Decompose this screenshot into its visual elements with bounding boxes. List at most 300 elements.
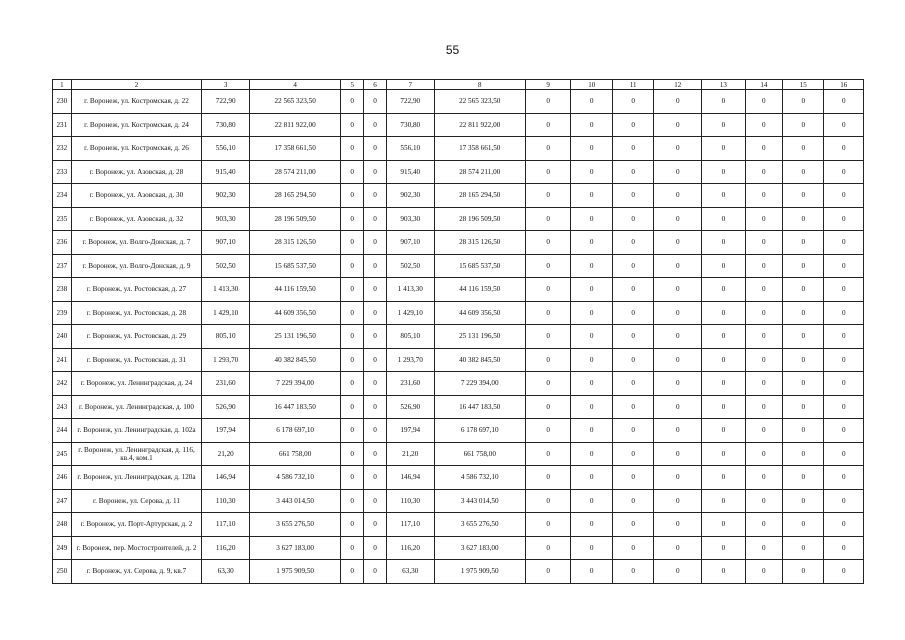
- row-number-cell: 237: [53, 254, 72, 278]
- value-cell: 0: [783, 184, 824, 208]
- column-number-cell: 16: [824, 80, 864, 90]
- value-cell: 0: [824, 419, 864, 443]
- value-cell: 0: [571, 395, 612, 419]
- value-cell: 0: [341, 372, 364, 396]
- value-cell: 0: [571, 207, 612, 231]
- value-cell: 44 116 159,50: [250, 278, 341, 302]
- value-cell: 0: [341, 90, 364, 114]
- row-number-cell: 247: [53, 489, 72, 513]
- value-cell: 22 565 323,50: [434, 90, 525, 114]
- value-cell: 0: [364, 184, 387, 208]
- value-cell: 0: [783, 395, 824, 419]
- value-cell: 0: [745, 137, 782, 161]
- row-number-cell: 241: [53, 348, 72, 372]
- value-cell: 0: [571, 90, 612, 114]
- value-cell: 0: [612, 113, 653, 137]
- value-cell: 16 447 183,50: [434, 395, 525, 419]
- value-cell: 907,10: [386, 231, 434, 255]
- value-cell: 0: [341, 301, 364, 325]
- value-cell: 1 429,10: [202, 301, 250, 325]
- value-cell: 0: [824, 489, 864, 513]
- address-cell: г. Воронеж, ул. Серова, д. 11: [71, 489, 202, 513]
- table-row: [53, 325, 864, 349]
- value-cell: 903,30: [386, 207, 434, 231]
- value-cell: 0: [341, 442, 364, 466]
- column-number-cell: 6: [364, 80, 387, 90]
- value-cell: 0: [364, 442, 387, 466]
- row-number-cell: 232: [53, 137, 72, 161]
- table-row: [53, 113, 864, 137]
- row-number-cell: 236: [53, 231, 72, 255]
- value-cell: 0: [571, 466, 612, 490]
- table-row: [53, 207, 864, 231]
- value-cell: 915,40: [202, 160, 250, 184]
- value-cell: 0: [745, 254, 782, 278]
- table-row: [53, 372, 864, 396]
- value-cell: 0: [702, 278, 746, 302]
- value-cell: 902,30: [386, 184, 434, 208]
- value-cell: 1 975 909,50: [434, 560, 525, 584]
- value-cell: 0: [745, 372, 782, 396]
- value-cell: 0: [702, 489, 746, 513]
- value-cell: 0: [341, 348, 364, 372]
- value-cell: 0: [364, 160, 387, 184]
- value-cell: 0: [571, 231, 612, 255]
- value-cell: 0: [702, 395, 746, 419]
- table-row: [53, 560, 864, 584]
- value-cell: 0: [783, 372, 824, 396]
- row-number-cell: 243: [53, 395, 72, 419]
- value-cell: 0: [783, 348, 824, 372]
- value-cell: 0: [745, 113, 782, 137]
- value-cell: 0: [745, 419, 782, 443]
- row-number-cell: 239: [53, 301, 72, 325]
- value-cell: 0: [341, 536, 364, 560]
- value-cell: 28 165 294,50: [250, 184, 341, 208]
- column-number-cell: 15: [783, 80, 824, 90]
- address-cell: г. Воронеж, ул. Ленинградская, д. 100: [71, 395, 202, 419]
- value-cell: 0: [364, 560, 387, 584]
- value-cell: 0: [702, 513, 746, 537]
- row-number-cell: 244: [53, 419, 72, 443]
- value-cell: 28 574 211,00: [250, 160, 341, 184]
- address-cell: г. Воронеж, ул. Волго-Донская, д. 9: [71, 254, 202, 278]
- value-cell: 0: [341, 419, 364, 443]
- value-cell: 0: [612, 419, 653, 443]
- value-cell: 0: [783, 301, 824, 325]
- value-cell: 0: [745, 442, 782, 466]
- value-cell: 0: [702, 137, 746, 161]
- address-cell: г. Воронеж, ул. Ростовская, д. 29: [71, 325, 202, 349]
- value-cell: 0: [654, 207, 702, 231]
- value-cell: 0: [824, 560, 864, 584]
- value-cell: 0: [364, 301, 387, 325]
- value-cell: 0: [341, 113, 364, 137]
- value-cell: 0: [745, 536, 782, 560]
- value-cell: 28 315 126,50: [434, 231, 525, 255]
- value-cell: 0: [702, 254, 746, 278]
- value-cell: 0: [612, 348, 653, 372]
- column-number-cell: 3: [202, 80, 250, 90]
- value-cell: 4 586 732,10: [434, 466, 525, 490]
- column-number-cell: 11: [612, 80, 653, 90]
- value-cell: 0: [612, 560, 653, 584]
- value-cell: 0: [364, 419, 387, 443]
- value-cell: 0: [525, 137, 571, 161]
- value-cell: 0: [654, 231, 702, 255]
- value-cell: 556,10: [386, 137, 434, 161]
- row-number-cell: 240: [53, 325, 72, 349]
- value-cell: 0: [525, 90, 571, 114]
- value-cell: 0: [571, 160, 612, 184]
- value-cell: 0: [824, 137, 864, 161]
- table-row: [53, 536, 864, 560]
- row-number-cell: 234: [53, 184, 72, 208]
- value-cell: 110,30: [386, 489, 434, 513]
- value-cell: 0: [364, 254, 387, 278]
- value-cell: 6 178 697,10: [250, 419, 341, 443]
- table-row: [53, 278, 864, 302]
- value-cell: 1 429,10: [386, 301, 434, 325]
- value-cell: 0: [824, 184, 864, 208]
- value-cell: 0: [571, 278, 612, 302]
- value-cell: 0: [571, 184, 612, 208]
- value-cell: 40 382 845,50: [250, 348, 341, 372]
- column-number-cell: 1: [53, 80, 72, 90]
- value-cell: 3 655 276,50: [434, 513, 525, 537]
- value-cell: 0: [525, 254, 571, 278]
- value-cell: 0: [654, 113, 702, 137]
- table-row: [53, 348, 864, 372]
- value-cell: 0: [783, 466, 824, 490]
- value-cell: 0: [745, 184, 782, 208]
- address-cell: г. Воронеж, ул. Костромская, д. 22: [71, 90, 202, 114]
- value-cell: 0: [654, 160, 702, 184]
- value-cell: 903,30: [202, 207, 250, 231]
- value-cell: 0: [824, 466, 864, 490]
- value-cell: 902,30: [202, 184, 250, 208]
- value-cell: 1 975 909,50: [250, 560, 341, 584]
- value-cell: 15 685 537,50: [434, 254, 525, 278]
- value-cell: 0: [525, 560, 571, 584]
- value-cell: 110,30: [202, 489, 250, 513]
- value-cell: 0: [654, 372, 702, 396]
- table-row: [53, 395, 864, 419]
- value-cell: 0: [364, 536, 387, 560]
- value-cell: 116,20: [386, 536, 434, 560]
- column-number-cell: 8: [434, 80, 525, 90]
- value-cell: 22 811 922,00: [250, 113, 341, 137]
- value-cell: 0: [702, 113, 746, 137]
- value-cell: 0: [525, 301, 571, 325]
- row-number-cell: 230: [53, 90, 72, 114]
- value-cell: 0: [364, 513, 387, 537]
- housing-register-table: [52, 79, 864, 584]
- value-cell: 0: [525, 489, 571, 513]
- value-cell: 0: [654, 466, 702, 490]
- value-cell: 0: [525, 113, 571, 137]
- address-cell: г. Воронеж, ул. Ленинградская, д. 102а: [71, 419, 202, 443]
- value-cell: 0: [341, 560, 364, 584]
- value-cell: 117,10: [202, 513, 250, 537]
- value-cell: 21,20: [202, 442, 250, 466]
- value-cell: 0: [341, 278, 364, 302]
- value-cell: 0: [702, 207, 746, 231]
- value-cell: 0: [824, 325, 864, 349]
- value-cell: 0: [525, 466, 571, 490]
- value-cell: 0: [783, 254, 824, 278]
- value-cell: 0: [654, 419, 702, 443]
- value-cell: 0: [341, 231, 364, 255]
- value-cell: 0: [745, 489, 782, 513]
- value-cell: 0: [341, 325, 364, 349]
- value-cell: 25 131 196,50: [250, 325, 341, 349]
- value-cell: 0: [571, 372, 612, 396]
- value-cell: 722,90: [202, 90, 250, 114]
- value-cell: 1 413,30: [386, 278, 434, 302]
- value-cell: 0: [525, 419, 571, 443]
- value-cell: 0: [525, 513, 571, 537]
- value-cell: 0: [745, 231, 782, 255]
- value-cell: 0: [341, 207, 364, 231]
- address-cell: г. Воронеж, ул. Ростовская, д. 27: [71, 278, 202, 302]
- value-cell: 0: [745, 90, 782, 114]
- value-cell: 0: [364, 489, 387, 513]
- value-cell: 7 229 394,00: [250, 372, 341, 396]
- value-cell: 0: [783, 442, 824, 466]
- value-cell: 0: [571, 254, 612, 278]
- row-number-cell: 238: [53, 278, 72, 302]
- value-cell: 0: [612, 489, 653, 513]
- value-cell: 0: [702, 231, 746, 255]
- value-cell: 661 758,00: [434, 442, 525, 466]
- value-cell: 0: [571, 301, 612, 325]
- value-cell: 0: [783, 113, 824, 137]
- value-cell: 0: [654, 348, 702, 372]
- table-row: [53, 442, 864, 466]
- value-cell: 0: [364, 325, 387, 349]
- value-cell: 197,94: [202, 419, 250, 443]
- table-row: [53, 466, 864, 490]
- value-cell: 0: [824, 536, 864, 560]
- value-cell: 0: [364, 137, 387, 161]
- value-cell: 25 131 196,50: [434, 325, 525, 349]
- value-cell: 22 811 922,00: [434, 113, 525, 137]
- value-cell: 526,90: [386, 395, 434, 419]
- value-cell: 0: [745, 207, 782, 231]
- row-number-cell: 235: [53, 207, 72, 231]
- value-cell: 0: [783, 560, 824, 584]
- value-cell: 0: [612, 372, 653, 396]
- value-cell: 0: [612, 466, 653, 490]
- value-cell: 0: [824, 301, 864, 325]
- row-number-cell: 233: [53, 160, 72, 184]
- value-cell: 0: [364, 231, 387, 255]
- value-cell: 0: [824, 90, 864, 114]
- value-cell: 0: [783, 90, 824, 114]
- value-cell: 0: [364, 466, 387, 490]
- value-cell: 0: [525, 207, 571, 231]
- column-number-cell: 12: [654, 80, 702, 90]
- value-cell: 0: [341, 513, 364, 537]
- value-cell: 0: [612, 184, 653, 208]
- value-cell: 0: [783, 207, 824, 231]
- value-cell: 17 358 661,50: [434, 137, 525, 161]
- value-cell: 0: [745, 466, 782, 490]
- value-cell: 0: [612, 513, 653, 537]
- value-cell: 0: [612, 231, 653, 255]
- value-cell: 0: [824, 372, 864, 396]
- value-cell: 44 609 356,50: [434, 301, 525, 325]
- value-cell: 16 447 183,50: [250, 395, 341, 419]
- value-cell: 0: [654, 254, 702, 278]
- value-cell: 0: [612, 90, 653, 114]
- value-cell: 0: [654, 184, 702, 208]
- value-cell: 0: [824, 254, 864, 278]
- address-cell: г. Воронеж, ул. Костромская, д. 24: [71, 113, 202, 137]
- value-cell: 0: [525, 536, 571, 560]
- value-cell: 0: [525, 278, 571, 302]
- value-cell: 0: [783, 419, 824, 443]
- value-cell: 0: [654, 90, 702, 114]
- table-row: [53, 184, 864, 208]
- value-cell: 722,90: [386, 90, 434, 114]
- table-row: [53, 231, 864, 255]
- value-cell: 0: [702, 348, 746, 372]
- value-cell: 0: [783, 536, 824, 560]
- value-cell: 0: [571, 419, 612, 443]
- value-cell: 63,30: [386, 560, 434, 584]
- row-number-cell: 250: [53, 560, 72, 584]
- address-cell: г. Воронеж, ул. Ленинградская, д. 120а: [71, 466, 202, 490]
- value-cell: 805,10: [386, 325, 434, 349]
- value-cell: 730,80: [202, 113, 250, 137]
- value-cell: 0: [783, 137, 824, 161]
- value-cell: 3 655 276,50: [250, 513, 341, 537]
- value-cell: 502,50: [386, 254, 434, 278]
- value-cell: 907,10: [202, 231, 250, 255]
- address-cell: г. Воронеж, пер. Мостостроителей, д. 2: [71, 536, 202, 560]
- value-cell: 116,20: [202, 536, 250, 560]
- value-cell: 526,90: [202, 395, 250, 419]
- value-cell: 0: [341, 184, 364, 208]
- value-cell: 44 609 356,50: [250, 301, 341, 325]
- value-cell: 0: [654, 489, 702, 513]
- table-row: [53, 419, 864, 443]
- value-cell: 0: [702, 536, 746, 560]
- value-cell: 0: [364, 395, 387, 419]
- address-cell: г. Воронеж, ул. Порт-Артурская, д. 2: [71, 513, 202, 537]
- column-number-cell: 7: [386, 80, 434, 90]
- value-cell: 0: [525, 184, 571, 208]
- value-cell: 0: [654, 325, 702, 349]
- address-cell: г. Воронеж, ул. Азовская, д. 32: [71, 207, 202, 231]
- value-cell: 0: [824, 278, 864, 302]
- address-cell: г. Воронеж, ул. Азовская, д. 28: [71, 160, 202, 184]
- value-cell: 0: [364, 278, 387, 302]
- value-cell: 0: [654, 560, 702, 584]
- value-cell: 0: [702, 90, 746, 114]
- value-cell: 0: [654, 536, 702, 560]
- value-cell: 197,94: [386, 419, 434, 443]
- table-row: [53, 160, 864, 184]
- value-cell: 0: [571, 513, 612, 537]
- value-cell: 0: [745, 301, 782, 325]
- value-cell: 0: [525, 325, 571, 349]
- value-cell: 0: [824, 113, 864, 137]
- value-cell: 0: [571, 113, 612, 137]
- value-cell: 0: [824, 160, 864, 184]
- value-cell: 0: [745, 395, 782, 419]
- value-cell: 0: [824, 395, 864, 419]
- value-cell: 0: [702, 560, 746, 584]
- value-cell: 0: [571, 536, 612, 560]
- value-cell: 4 586 732,10: [250, 466, 341, 490]
- value-cell: 0: [745, 560, 782, 584]
- value-cell: 1 293,70: [202, 348, 250, 372]
- value-cell: 0: [612, 325, 653, 349]
- address-cell: г. Воронеж, ул. Серова, д. 9, кв.7: [71, 560, 202, 584]
- value-cell: 6 178 697,10: [434, 419, 525, 443]
- value-cell: 0: [702, 301, 746, 325]
- value-cell: 28 196 509,50: [434, 207, 525, 231]
- value-cell: 1 413,30: [202, 278, 250, 302]
- value-cell: 0: [525, 395, 571, 419]
- value-cell: 0: [364, 90, 387, 114]
- value-cell: 0: [612, 160, 653, 184]
- value-cell: 0: [341, 254, 364, 278]
- value-cell: 0: [341, 395, 364, 419]
- column-number-cell: 14: [745, 80, 782, 90]
- row-number-cell: 248: [53, 513, 72, 537]
- value-cell: 0: [654, 513, 702, 537]
- address-cell: г. Воронеж, ул. Ленинградская, д. 116, кв.4, ком.1: [71, 442, 202, 466]
- value-cell: 0: [702, 442, 746, 466]
- value-cell: 0: [364, 372, 387, 396]
- value-cell: 28 315 126,50: [250, 231, 341, 255]
- value-cell: 0: [824, 442, 864, 466]
- row-number-cell: 231: [53, 113, 72, 137]
- column-number-cell: 5: [341, 80, 364, 90]
- value-cell: 0: [341, 466, 364, 490]
- value-cell: 0: [612, 536, 653, 560]
- value-cell: 0: [702, 325, 746, 349]
- table-row: [53, 137, 864, 161]
- value-cell: 63,30: [202, 560, 250, 584]
- address-cell: г. Воронеж, ул. Костромская, д. 26: [71, 137, 202, 161]
- value-cell: 0: [702, 160, 746, 184]
- column-number-cell: 2: [71, 80, 202, 90]
- value-cell: 502,50: [202, 254, 250, 278]
- row-number-cell: 246: [53, 466, 72, 490]
- value-cell: 0: [745, 325, 782, 349]
- value-cell: 0: [654, 301, 702, 325]
- address-cell: г. Воронеж, ул. Азовская, д. 30: [71, 184, 202, 208]
- value-cell: 3 627 183,00: [434, 536, 525, 560]
- value-cell: 28 165 294,50: [434, 184, 525, 208]
- value-cell: 1 293,70: [386, 348, 434, 372]
- value-cell: 0: [745, 348, 782, 372]
- value-cell: 0: [745, 278, 782, 302]
- value-cell: 0: [571, 489, 612, 513]
- value-cell: 0: [702, 466, 746, 490]
- value-cell: 0: [525, 231, 571, 255]
- value-cell: 0: [824, 513, 864, 537]
- table-row: [53, 301, 864, 325]
- value-cell: 0: [612, 301, 653, 325]
- value-cell: 0: [341, 160, 364, 184]
- table-row: [53, 254, 864, 278]
